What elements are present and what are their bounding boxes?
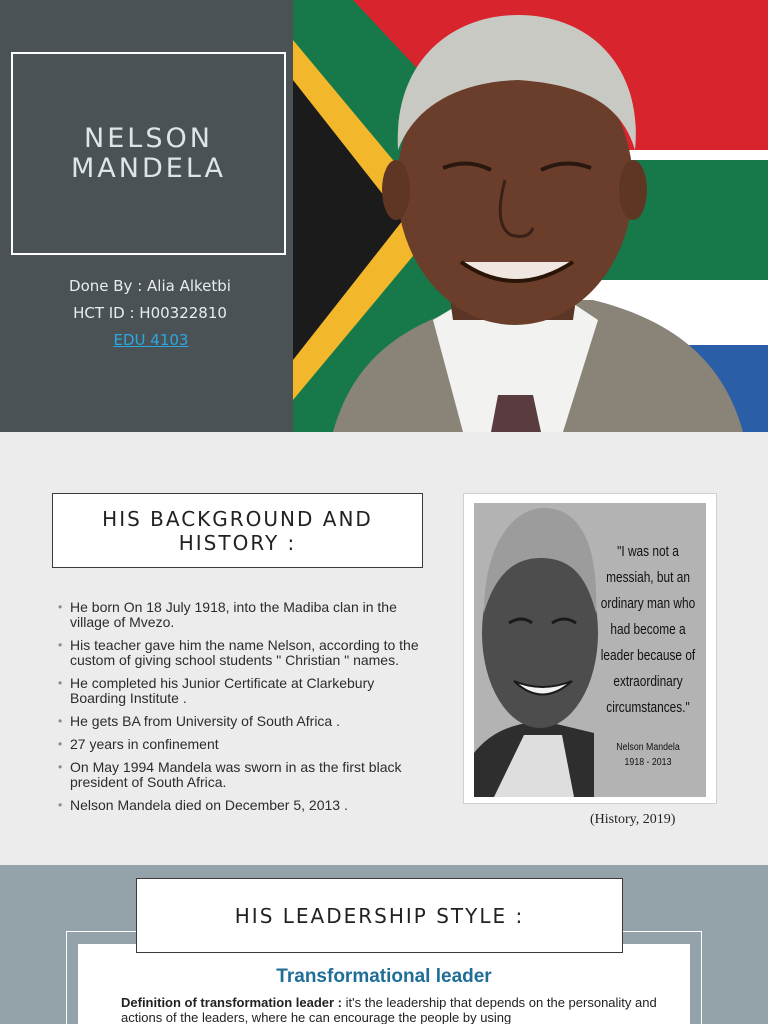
quote-attribution-years: 1918 - 2013: [624, 755, 672, 768]
leadership-title-frame: [136, 878, 623, 953]
quote-line: had become a: [610, 620, 686, 638]
bullet-item: • He completed his Junior Certificate at Clarkebury Boarding Institute .: [58, 676, 428, 706]
bullet-item: • On May 1994 Mandela was sworn in as the first black president of South Africa.: [58, 760, 428, 790]
title-frame: [11, 52, 286, 255]
author-line: Done By : Alia Alketbi: [69, 277, 231, 295]
course-link[interactable]: EDU 4103: [113, 331, 189, 349]
bullet-item: • Nelson Mandela died on December 5, 2013 .: [58, 798, 428, 813]
bullet-item: • 27 years in confinement: [58, 737, 428, 752]
slide-title: NELSON MANDELA: [71, 122, 226, 184]
quote-line: "I was not a: [617, 542, 679, 560]
leadership-slide: [0, 865, 768, 1024]
leadership-title: HIS LEADERSHIP STYLE :: [234, 903, 525, 928]
background-bullet-list: [58, 600, 428, 821]
content-panel: [78, 944, 690, 1024]
background-title-frame: [52, 493, 423, 568]
quote-line: messiah, but an: [606, 568, 690, 586]
definition-label: Definition of transformation leader :: [121, 995, 343, 1010]
background-slide: [0, 432, 768, 865]
quote-line: circumstances.": [606, 698, 690, 716]
bullet-item: • He gets BA from University of South Africa .: [58, 714, 428, 729]
quote-line: extraordinary: [613, 672, 683, 690]
leadership-subheading: Transformational leader: [276, 966, 492, 987]
background-title: HIS BACKGROUND AND HISTORY :: [102, 506, 373, 555]
quote-line: ordinary man who: [600, 594, 696, 612]
quote-line: leader because of: [600, 646, 696, 664]
definition-text: it's the leadership that depends on the personality and actions of the leaders, where he can encourage the people by using: [121, 995, 657, 1024]
bullet-item: • His teacher gave him the name Nelson, according to the custom of giving school students " Christian " names.: [58, 638, 428, 668]
mandela-quote-image: [474, 503, 706, 797]
bullet-item: • He born On 18 July 1918, into the Madiba clan in the village of Mvezo.: [58, 600, 428, 630]
hct-id-line: HCT ID : H00322810: [73, 304, 227, 322]
image-citation: (History, 2019): [590, 812, 676, 827]
quote-attribution-name: Nelson Mandela: [616, 740, 680, 753]
quote-image-frame: [463, 493, 717, 804]
title-slide: [0, 0, 768, 432]
mandela-portrait-flag-image: [293, 0, 768, 432]
definition-paragraph: [121, 995, 661, 1024]
